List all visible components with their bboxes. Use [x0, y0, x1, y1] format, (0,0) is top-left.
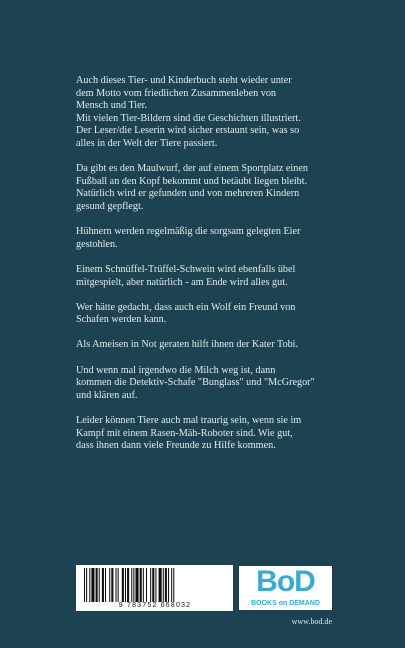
text-line: dem Motto vom friedlichen Zusammenleben von [76, 87, 277, 99]
text-line: Mensch und Tier. [76, 100, 148, 112]
text-line: und klären auf. [76, 389, 138, 401]
text-line: Auch dieses Tier- und Kinderbuch steht wieder unter [76, 75, 292, 86]
barcode-bar [150, 568, 151, 602]
paragraph-huehner [76, 226, 330, 251]
barcode-bar [118, 568, 119, 602]
paragraph-wolf [76, 302, 330, 327]
barcode-bar [163, 568, 164, 602]
barcode-bar [135, 568, 138, 602]
text-line: Mit vielen Tier-Bildern sind die Geschichten illustriert. [76, 112, 301, 124]
barcode-bar [168, 568, 169, 602]
text-line: gestohlen. [76, 238, 118, 250]
text-line: kommen die Detektiv-Schafe "Bunglass" und "McGregor" [76, 377, 315, 389]
barcode-bar [116, 568, 117, 602]
text-line: Kampf mit einem Rasen-Mäh-Roboter sind. Wie gut, [76, 427, 293, 439]
paragraph-ameisen [76, 339, 330, 352]
paragraph-roboter [76, 415, 330, 453]
barcode-bar [84, 568, 85, 602]
back-cover-text [76, 75, 330, 465]
text-line: alles in der Welt der Tiere passiert. [76, 137, 218, 149]
text-line: dass ihnen dann viele Freunde zu Hilfe kommen. [76, 440, 276, 452]
text-line: Der Leser/die Leserin wird sicher erstaunt sein, was so [76, 125, 300, 137]
barcode-bars [82, 568, 227, 602]
paragraph-maulwurf [76, 163, 330, 213]
logo-subtitle: BOOKS on DEMAND [251, 600, 320, 607]
logo-mark: BoD [256, 565, 315, 598]
barcode-bar [131, 568, 132, 602]
barcode-bar [143, 568, 144, 602]
barcode-bar [127, 568, 129, 602]
barcode-bar [173, 568, 174, 602]
text-line: Natürlich wird er gefunden und von mehreren Kindern [76, 188, 300, 200]
barcode-bar [133, 568, 134, 602]
barcode-bar [165, 568, 167, 602]
barcode-bar [109, 568, 110, 602]
text-line: Da gibt es den Maulwurf, der auf einem Sportplatz einen [76, 163, 308, 175]
text-line: Schafen werden kann. [76, 314, 167, 326]
publisher-logo [239, 566, 332, 610]
paragraph-intro [76, 75, 330, 151]
text-line: mitgespielt, aber natürlich - am Ende wird alles gut. [76, 276, 288, 288]
paragraph-milch [76, 365, 330, 403]
text-line: Und wenn mal irgendwo die Milch weg ist, dann [76, 364, 276, 376]
barcode-bar [152, 568, 154, 602]
publisher-url: www.bod.de [291, 617, 332, 626]
isbn-digits: 9 783752 668032 [118, 602, 192, 609]
barcode-bar [155, 568, 156, 602]
text-line: Fußball an den Kopf bekommt und betäubt liegen bleibt. [76, 175, 308, 187]
text-line: gesund gepflegt. [76, 200, 144, 212]
barcode-bar [171, 568, 172, 602]
barcode-bar [159, 568, 162, 602]
barcode-bar [89, 568, 90, 602]
text-line: Leider können Tiere auch mal traurig sein, wenn sie im [76, 415, 302, 427]
barcode-bar [146, 568, 147, 602]
barcode-bar [91, 568, 94, 602]
barcode-bar [99, 568, 100, 602]
barcode-bar [122, 568, 124, 602]
text-line: Hühnern werden regelmäßig die sorgsam gelegten Eier [76, 226, 301, 238]
barcode-bar [96, 568, 98, 602]
barcode-bar [111, 568, 113, 602]
paragraph-schwein [76, 264, 330, 289]
barcode-bar [140, 568, 142, 602]
barcode-bar [105, 568, 106, 602]
barcode-bar [102, 568, 104, 602]
isbn-barcode [76, 565, 233, 611]
barcode-bar [125, 568, 126, 602]
text-line: Wer hätte gedacht, dass auch ein Wolf ein Freund von [76, 301, 296, 313]
barcode-bar [86, 568, 87, 602]
text-line: Als Ameisen in Not geraten hilft ihnen der Kater Tobi. [76, 339, 299, 351]
text-line: Einem Schnüffel-Trüffel-Schwein wird ebenfalls übel [76, 263, 296, 275]
